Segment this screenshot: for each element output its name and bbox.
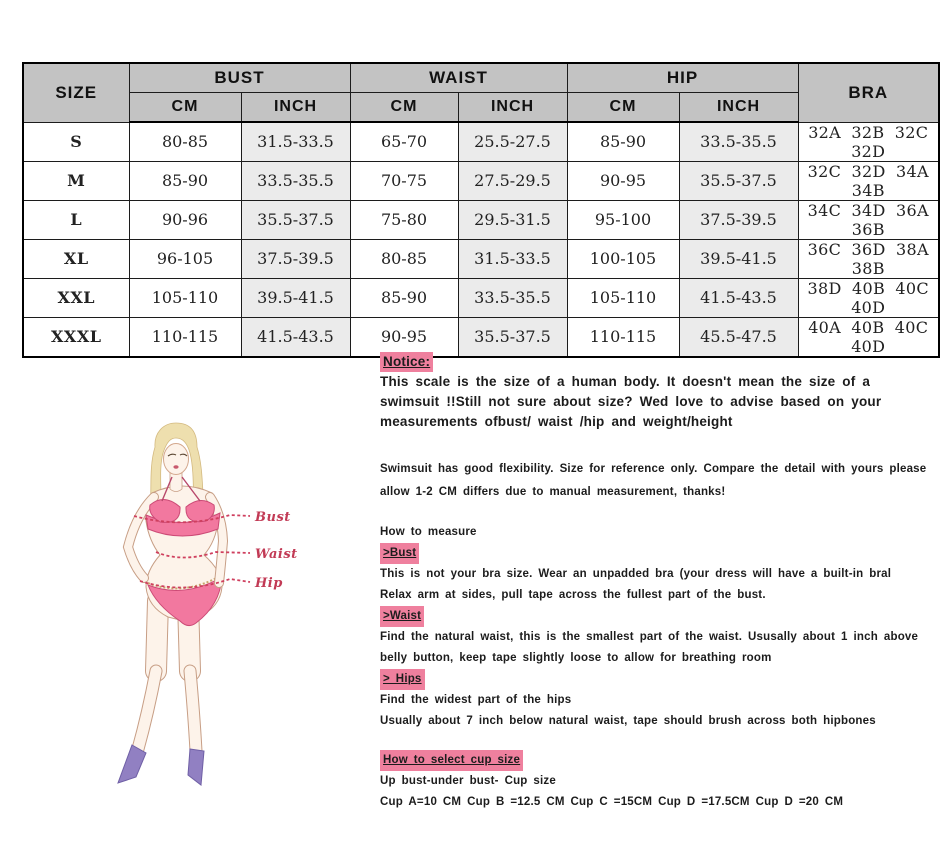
cell-waist-inch: 29.5-31.5 bbox=[458, 200, 567, 239]
table-row bbox=[23, 200, 939, 239]
cup-size-line: Cup A=10 CM Cup B =12.5 CM Cup C =15CM Cup D =17.5CM Cup D =20 CM bbox=[380, 796, 844, 808]
cell-size: XL bbox=[23, 239, 129, 278]
waist-instruction-line: Find the natural waist, this is the smallest part of the waist. Ususally about 1 inch above bbox=[380, 631, 919, 643]
cell-hip-cm: 95-100 bbox=[567, 200, 679, 239]
table-row bbox=[23, 317, 939, 357]
cell-hip-cm: 105-110 bbox=[567, 278, 679, 317]
cup-size-heading: How to select cup size bbox=[380, 750, 523, 771]
cell-bra: 38D 40B 40C 40D bbox=[798, 278, 939, 317]
cell-bra: 40A 40B 40C 40D bbox=[798, 317, 939, 357]
size-chart-section bbox=[22, 62, 940, 358]
waist-instruction-line: belly button, keep tape slightly loose to allow for breathing room bbox=[380, 652, 772, 664]
cell-bust-inch: 41.5-43.5 bbox=[241, 317, 350, 357]
header-waist-inch: INCH bbox=[458, 93, 567, 123]
cell-hip-inch: 35.5-37.5 bbox=[679, 161, 798, 200]
figure-shoes bbox=[118, 745, 204, 785]
cell-hip-inch: 45.5-47.5 bbox=[679, 317, 798, 357]
table-row bbox=[23, 239, 939, 278]
cell-bust-cm: 80-85 bbox=[129, 122, 241, 161]
cell-bust-inch: 35.5-37.5 bbox=[241, 200, 350, 239]
waist-heading-line bbox=[380, 606, 932, 627]
table-row bbox=[23, 122, 939, 161]
cell-hip-inch: 41.5-43.5 bbox=[679, 278, 798, 317]
cell-hip-inch: 39.5-41.5 bbox=[679, 239, 798, 278]
notice-line: This scale is the size of a human body. It doesn't mean the size of a bbox=[380, 374, 871, 389]
croquis-illustration bbox=[100, 415, 390, 815]
notice-line: swimsuit !!Still not sure about size? Wed love to advise based on your bbox=[380, 394, 882, 409]
cell-hip-cm: 90-95 bbox=[567, 161, 679, 200]
notice-line: measurements ofbust/ waist /hip and weight/height bbox=[380, 414, 733, 429]
cell-bust-cm: 85-90 bbox=[129, 161, 241, 200]
waist-label: Waist bbox=[255, 547, 298, 562]
cell-size: XXXL bbox=[23, 317, 129, 357]
header-bust: BUST bbox=[129, 63, 350, 93]
header-size: SIZE bbox=[23, 63, 129, 122]
cell-bust-cm: 90-96 bbox=[129, 200, 241, 239]
cell-hip-cm: 100-105 bbox=[567, 239, 679, 278]
header-bra: BRA bbox=[798, 63, 939, 122]
hips-instruction-line: Usually about 7 inch below natural waist, tape should brush across both hipbones bbox=[380, 715, 876, 727]
hips-heading-line bbox=[380, 669, 932, 690]
header-hip-cm: CM bbox=[567, 93, 679, 123]
cell-waist-cm: 80-85 bbox=[350, 239, 458, 278]
cell-waist-cm: 75-80 bbox=[350, 200, 458, 239]
table-row bbox=[23, 161, 939, 200]
flexibility-line: Swimsuit has good flexibility. Size for reference only. Compare the detail with yours please bbox=[380, 463, 927, 475]
cell-size: S bbox=[23, 122, 129, 161]
bust-heading: >Bust bbox=[380, 543, 419, 564]
hips-instruction-line: Find the widest part of the hips bbox=[380, 694, 572, 706]
cell-waist-cm: 65-70 bbox=[350, 122, 458, 161]
measuring-guide bbox=[380, 352, 932, 813]
header-waist-cm: CM bbox=[350, 93, 458, 123]
size-chart-table bbox=[22, 62, 940, 358]
cup-size-heading-line bbox=[380, 750, 932, 771]
cell-bust-inch: 31.5-33.5 bbox=[241, 122, 350, 161]
figure-face bbox=[164, 444, 189, 475]
notice-heading: Notice: bbox=[380, 352, 433, 372]
cell-size: L bbox=[23, 200, 129, 239]
cell-hip-inch: 37.5-39.5 bbox=[679, 200, 798, 239]
header-hip-inch: INCH bbox=[679, 93, 798, 123]
how-to-measure-heading: How to measure bbox=[380, 526, 477, 538]
cell-waist-inch: 31.5-33.5 bbox=[458, 239, 567, 278]
cell-bra: 36C 36D 38A 38B bbox=[798, 239, 939, 278]
bust-label: Bust bbox=[255, 510, 291, 525]
cell-bust-cm: 96-105 bbox=[129, 239, 241, 278]
cell-hip-cm: 110-115 bbox=[567, 317, 679, 357]
cell-bra: 34C 34D 36A 36B bbox=[798, 200, 939, 239]
cell-size: M bbox=[23, 161, 129, 200]
cell-waist-cm: 70-75 bbox=[350, 161, 458, 200]
bust-heading-line bbox=[380, 543, 932, 564]
table-row bbox=[23, 278, 939, 317]
header-bust-cm: CM bbox=[129, 93, 241, 123]
cell-waist-cm: 90-95 bbox=[350, 317, 458, 357]
header-waist: WAIST bbox=[350, 63, 567, 93]
cell-bust-inch: 39.5-41.5 bbox=[241, 278, 350, 317]
cell-waist-inch: 35.5-37.5 bbox=[458, 317, 567, 357]
hip-label: Hip bbox=[255, 576, 283, 591]
cell-bra: 32C 32D 34A 34B bbox=[798, 161, 939, 200]
cell-waist-inch: 25.5-27.5 bbox=[458, 122, 567, 161]
notice-heading-line bbox=[380, 352, 932, 372]
cell-bust-cm: 110-115 bbox=[129, 317, 241, 357]
cell-hip-inch: 33.5-35.5 bbox=[679, 122, 798, 161]
cell-waist-inch: 33.5-35.5 bbox=[458, 278, 567, 317]
cell-waist-cm: 85-90 bbox=[350, 278, 458, 317]
flexibility-line: allow 1-2 CM differs due to manual measurement, thanks! bbox=[380, 486, 726, 498]
header-hip: HIP bbox=[567, 63, 798, 93]
header-bust-inch: INCH bbox=[241, 93, 350, 123]
cup-size-line: Up bust-under bust- Cup size bbox=[380, 775, 556, 787]
cell-bust-inch: 37.5-39.5 bbox=[241, 239, 350, 278]
cell-hip-cm: 85-90 bbox=[567, 122, 679, 161]
table-header-row-groups bbox=[23, 63, 939, 93]
bust-instruction-line: This is not your bra size. Wear an unpadded bra (your dress will have a built-in bral bbox=[380, 568, 892, 580]
measurement-figure bbox=[100, 415, 390, 815]
cell-bust-cm: 105-110 bbox=[129, 278, 241, 317]
cell-waist-inch: 27.5-29.5 bbox=[458, 161, 567, 200]
cell-bust-inch: 33.5-35.5 bbox=[241, 161, 350, 200]
waist-heading: >Waist bbox=[380, 606, 424, 627]
cell-bra: 32A 32B 32C 32D bbox=[798, 122, 939, 161]
bust-instruction-line: Relax arm at sides, pull tape across the fullest part of the bust. bbox=[380, 589, 766, 601]
hips-heading: > Hips bbox=[380, 669, 425, 690]
cell-size: XXL bbox=[23, 278, 129, 317]
